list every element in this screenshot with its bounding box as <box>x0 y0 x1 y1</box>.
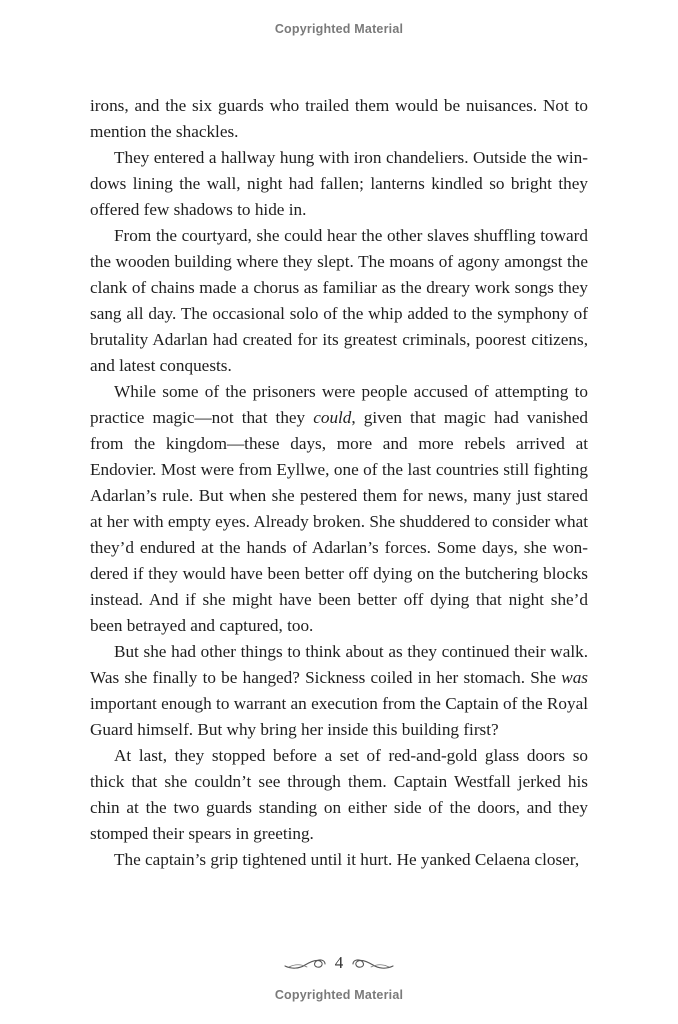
paragraph-6-text: At last, they stopped before a set of red-and-gold glass doors so thick that she couldn’t see through them. Captain Westfall jerked his chin at the two guards standing on either side of the doors, and they stomped their spears in greeting. <box>90 746 588 843</box>
paragraph-3-text: From the courtyard, she could hear the other slaves shuffling toward the wooden building where they slept. The moans of agony amongst the clank of chains made a chorus as familiar as the dreary work songs they sang all day. The occasional solo of the whip added to the symphony of brutality Adarlan had created for its greatest criminals, poorest citizens, and latest conquests. <box>90 226 588 375</box>
paragraph-3 <box>90 223 588 379</box>
paragraph-4-text-a: While some of the prisoners were people accused of attempting to practice magic—not that they <box>90 382 588 427</box>
paragraph-4 <box>90 379 588 639</box>
paragraph-5-text-a: But she had other things to think about as they continued their walk. Was she finally to be hanged? Sickness coiled in her stomach. She <box>90 642 588 687</box>
paragraph-1-text: irons, and the six guards who trailed them would be nuisances. Not to mention the shackles. <box>90 96 588 141</box>
paragraph-7-text: The captain’s grip tightened until it hurt. He yanked Celaena closer, <box>114 850 580 869</box>
flourish-right-icon <box>351 954 395 972</box>
paragraph-2-text: They entered a hallway hung with iron chandeliers. Outside the windows lining the wall, night had fallen; lanterns kindled so bright they offered few shadows to hide in. <box>90 148 588 219</box>
paragraph-7 <box>90 847 588 873</box>
paragraph-4-emphasis: could <box>313 408 352 427</box>
paragraph-6 <box>90 743 588 847</box>
flourish-left-icon <box>283 954 327 972</box>
copyright-header: Copyrighted Material <box>274 22 404 36</box>
paragraph-4-text-b: , given that magic had vanished from the kingdom—these days, more and more rebels arrived at Endovier. Most were from Eyllwe, one of the last countries still fighting Adarlan’s rule. But when she pestered them for news, many just stared at her with empty eyes. Already broken. She shuddered to consider what they’d endured at the hands of Adarlan’s forces. Some days, she wondered if they would have been better off dying on the butchering blocks instead. And if she might have been better off dying that night she’d been betrayed and captured, too. <box>90 408 588 635</box>
page-folio <box>0 948 678 978</box>
paragraph-1 <box>90 93 588 145</box>
page-body <box>90 93 588 873</box>
paragraph-5-text-b: important enough to warrant an execution from the Captain of the Royal Guard himself. But why bring her inside this building first? <box>90 694 588 739</box>
paragraph-5 <box>90 639 588 743</box>
page-number: 4 <box>334 953 344 972</box>
paragraph-2 <box>90 145 588 223</box>
paragraph-5-emphasis: was <box>561 668 588 687</box>
copyright-footer: Copyrighted Material <box>274 988 404 1002</box>
